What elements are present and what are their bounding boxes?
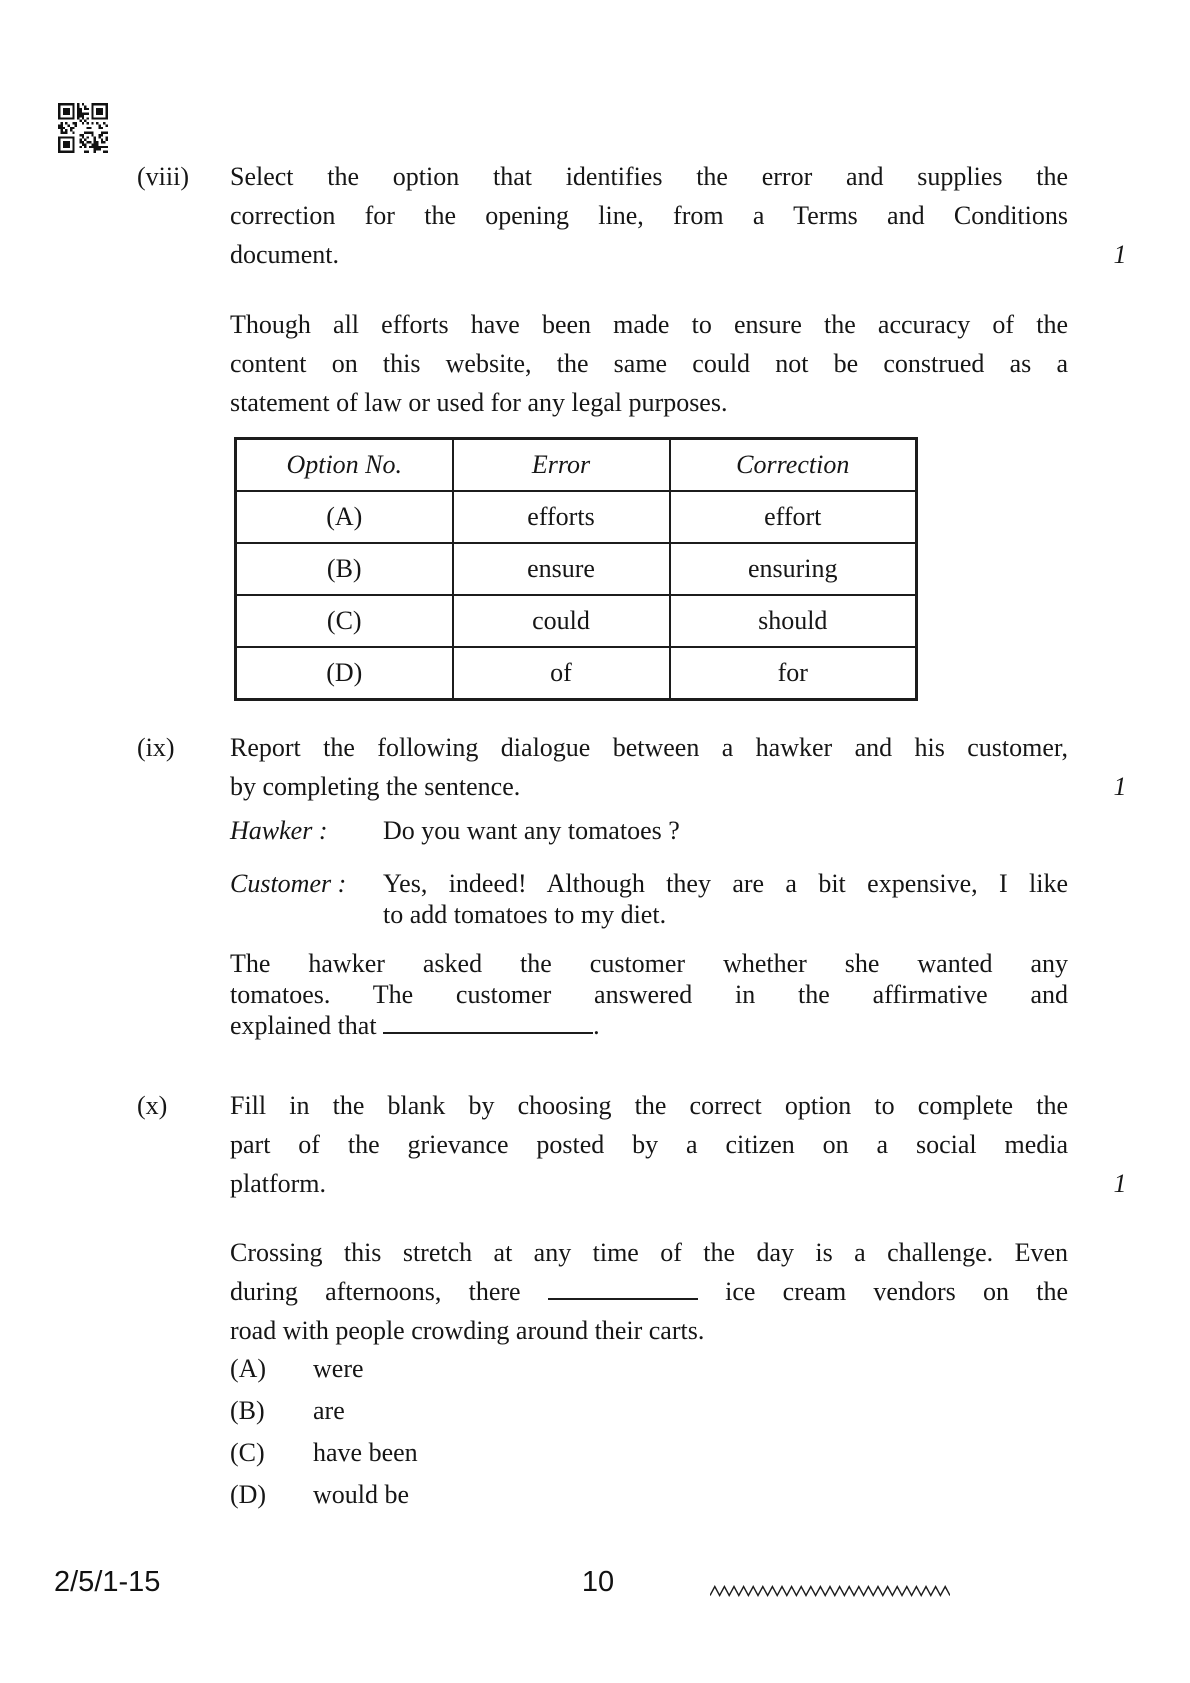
table-row — [236, 491, 917, 543]
option-text: were — [313, 1354, 364, 1383]
option-text: are — [313, 1396, 345, 1425]
question-x-marks: 1 — [1113, 1169, 1127, 1198]
option-label: (A) — [230, 1354, 267, 1383]
prompt-line: correction for the opening line, from a Terms and Conditions — [230, 201, 1068, 230]
speaker-label: Customer : — [230, 869, 347, 898]
prompt-line: document. — [230, 240, 340, 269]
table-cell: (D) — [236, 647, 453, 700]
table-cell: for — [670, 647, 917, 700]
table-cell: (C) — [236, 595, 453, 647]
prompt-line: platform. — [230, 1169, 327, 1198]
option-row — [230, 1479, 830, 1510]
option-row — [230, 1437, 830, 1468]
table-header: Option No. — [236, 439, 453, 492]
passage-text: during afternoons, there — [230, 1277, 521, 1306]
question-viii-passage — [230, 305, 1068, 422]
reported-line: tomatoes. The customer answered in the affirmative and — [230, 980, 1068, 1009]
question-viii-number: (viii) — [137, 162, 189, 191]
question-ix-prompt — [230, 728, 1068, 806]
table-header: Error — [453, 439, 670, 492]
dialogue-hawker — [230, 815, 1068, 846]
table-cell: effort — [670, 491, 917, 543]
answer-blank — [383, 1013, 593, 1034]
reported-period: . — [593, 1011, 600, 1040]
passage-line — [230, 1272, 1068, 1311]
table-row — [236, 647, 917, 700]
passage-line: Crossing this stretch at any time of the day is a challenge. Even — [230, 1238, 1068, 1267]
passage-line: road with people crowding around their carts. — [230, 1316, 705, 1345]
option-label: (B) — [230, 1396, 265, 1425]
option-label: (C) — [230, 1438, 265, 1467]
question-x-prompt — [230, 1086, 1068, 1203]
option-text: have been — [313, 1438, 418, 1467]
passage-line: content on this website, the same could not be construed as a — [230, 349, 1068, 378]
answer-blank — [548, 1279, 698, 1300]
question-viii-marks: 1 — [1113, 240, 1127, 269]
table-cell: should — [670, 595, 917, 647]
reported-line: The hawker asked the customer whether she wanted any — [230, 949, 1068, 978]
speaker-label: Hawker : — [230, 816, 328, 845]
squiggle-divider — [710, 1583, 950, 1599]
qr-code-image — [58, 103, 108, 153]
option-text: would be — [313, 1480, 410, 1509]
question-x-number: (x) — [137, 1091, 168, 1120]
passage-text: ice cream vendors on the — [725, 1277, 1069, 1306]
option-row — [230, 1395, 830, 1426]
reported-speech-paragraph — [230, 948, 1068, 1041]
passage-line: statement of law or used for any legal purposes. — [230, 388, 728, 417]
table-cell: could — [453, 595, 670, 647]
question-x-passage — [230, 1233, 1068, 1350]
table-cell: ensure — [453, 543, 670, 595]
error-correction-table — [234, 437, 918, 701]
table-cell: efforts — [453, 491, 670, 543]
passage-line: Though all efforts have been made to ensure the accuracy of the — [230, 310, 1068, 339]
table-header: Correction — [670, 439, 917, 492]
prompt-line: by completing the sentence. — [230, 772, 521, 801]
table-row — [236, 595, 917, 647]
paper-code: 2/5/1-15 — [54, 1566, 161, 1598]
qr-code — [58, 103, 108, 153]
reported-text: explained that — [230, 1011, 377, 1040]
prompt-line: part of the grievance posted by a citizen on a social media — [230, 1130, 1068, 1159]
prompt-line: Select the option that identifies the error and supplies the — [230, 162, 1068, 191]
dialogue-customer — [230, 868, 1068, 930]
dialogue-line: Do you want any tomatoes ? — [383, 816, 680, 845]
page-number: 10 — [581, 1566, 615, 1598]
reported-line — [230, 1010, 1068, 1041]
table-row — [236, 543, 917, 595]
table-cell: ensuring — [670, 543, 917, 595]
table-cell: of — [453, 647, 670, 700]
prompt-line: Fill in the blank by choosing the correct option to complete the — [230, 1091, 1068, 1120]
option-row — [230, 1353, 830, 1384]
table-cell: (A) — [236, 491, 453, 543]
dialogue-line: Yes, indeed! Although they are a bit expensive, I like — [383, 869, 1068, 898]
question-ix-number: (ix) — [137, 733, 175, 762]
dialogue-line: to add tomatoes to my diet. — [383, 900, 667, 929]
table-header-row — [236, 439, 917, 492]
table-cell: (B) — [236, 543, 453, 595]
option-label: (D) — [230, 1480, 267, 1509]
prompt-line: Report the following dialogue between a hawker and his customer, — [230, 733, 1068, 762]
question-ix-marks: 1 — [1113, 772, 1127, 801]
question-viii-prompt — [230, 157, 1068, 274]
